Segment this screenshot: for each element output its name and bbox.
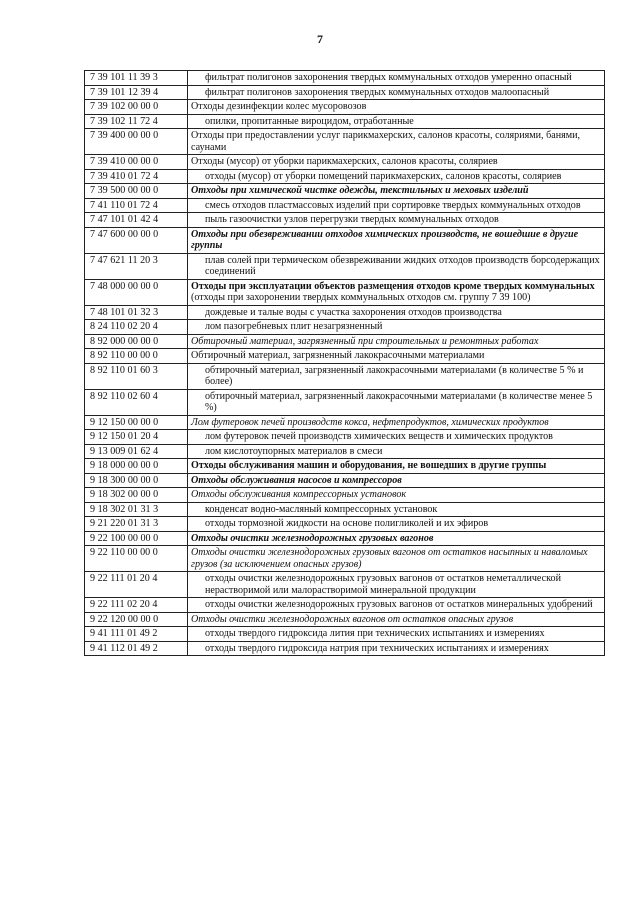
waste-description-cell (188, 334, 605, 349)
waste-description-text: Отходы очистки железнодорожных грузовых вагонов (191, 532, 434, 544)
waste-description-text: Отходы при предоставлении услуг парикмахерских, салонов красоты, соляриями, банями, саунами (191, 130, 581, 153)
waste-description-cell (188, 389, 605, 415)
table-row (85, 85, 605, 100)
waste-description-cell (188, 612, 605, 627)
table-row (85, 389, 605, 415)
waste-description-text: пыль газоочистки узлов перегрузки твердых коммунальных отходов (205, 214, 499, 225)
waste-code-cell: 9 41 111 01 49 2 (85, 627, 188, 642)
waste-description-text: отходы твердого гидроксида натрия при технических испытаниях и измерениях (205, 642, 549, 654)
waste-description-text: фильтрат полигонов захоронения твердых коммунальных отходов малоопасный (205, 86, 550, 98)
waste-description-cell (188, 305, 605, 320)
waste-code-cell: 7 41 110 01 72 4 (85, 198, 188, 213)
waste-description-text: Обтирочный материал, загрязненный лакокрасочными материалами (191, 350, 485, 361)
waste-description-cell (188, 184, 605, 199)
waste-code-cell: 9 18 302 00 00 0 (85, 488, 188, 503)
waste-description-text: плав солей при термическом обезвреживании жидких отходов производств борсодержащих соединений (205, 254, 600, 277)
waste-description-text: Отходы очистки железнодорожных грузовых вагонов от остатков насыпных и наваломых грузов (за исключением опасных грузов) (191, 547, 588, 570)
waste-code-cell: 7 47 621 11 20 3 (85, 253, 188, 279)
table-row (85, 169, 605, 184)
waste-code-cell: 9 13 009 01 62 4 (85, 444, 188, 459)
waste-description-lead: Отходы при эксплуатации объектов размещения отходов кроме твердых коммунальных (191, 280, 595, 292)
waste-code-cell: 7 48 101 01 32 3 (85, 305, 188, 320)
table-row (85, 253, 605, 279)
waste-description-text: опилки, пропитанные вироцидом, отработанные (205, 115, 414, 127)
waste-description-cell (188, 279, 605, 305)
waste-description-cell (188, 627, 605, 642)
waste-description-cell (188, 349, 605, 364)
waste-description-cell (188, 100, 605, 115)
waste-code-cell: 8 92 110 00 00 0 (85, 349, 188, 364)
waste-description-cell (188, 444, 605, 459)
waste-description-cell (188, 641, 605, 656)
waste-description-text: лом футеровок печей производств химических веществ и химических продуктов (205, 431, 553, 442)
waste-code-cell: 7 39 102 11 72 4 (85, 114, 188, 129)
page-number: 7 (317, 32, 323, 46)
table-row (85, 531, 605, 546)
waste-description-text: Отходы при обезвреживании отходов химических производств, не вошедшие в другие группы (191, 228, 579, 251)
table-row (85, 184, 605, 199)
waste-code-cell: 9 22 120 00 00 0 (85, 612, 188, 627)
waste-description-text (191, 281, 601, 304)
waste-description-text: конденсат водно-масляный компрессорных установок (205, 503, 438, 515)
waste-description-cell (188, 213, 605, 228)
waste-code-cell: 7 39 101 11 39 3 (85, 71, 188, 86)
waste-description-cell (188, 415, 605, 430)
waste-code-cell: 9 12 150 00 00 0 (85, 415, 188, 430)
waste-description-cell (188, 598, 605, 613)
waste-description-text: отходы тормозной жидкости на основе полигликолей и их эфиров (205, 518, 489, 529)
table-row (85, 334, 605, 349)
table-row (85, 320, 605, 335)
table-row (85, 502, 605, 517)
waste-code-cell: 9 18 300 00 00 0 (85, 473, 188, 488)
waste-description-cell (188, 198, 605, 213)
waste-description-cell (188, 459, 605, 474)
table-row (85, 641, 605, 656)
table-row (85, 114, 605, 129)
waste-description-text: Отходы обслуживания машин и оборудования, не вошедших в другие группы (191, 460, 547, 471)
waste-description-cell (188, 85, 605, 100)
table-row (85, 155, 605, 170)
waste-code-cell: 8 92 110 01 60 3 (85, 363, 188, 389)
waste-code-cell: 9 21 220 01 31 3 (85, 517, 188, 532)
waste-code-cell: 9 22 100 00 00 0 (85, 531, 188, 546)
waste-description-text: отходы очистки железнодорожных грузовых вагонов от остатков минеральных удобрений (205, 599, 593, 610)
waste-code-cell: 8 24 110 02 20 4 (85, 320, 188, 335)
waste-description-text: смесь отходов пластмассовых изделий при сортировке твердых коммунальных отходов (205, 199, 581, 211)
table-row (85, 198, 605, 213)
waste-code-cell: 7 47 600 00 00 0 (85, 227, 188, 253)
waste-description-text: Обтирочный материал, загрязненный при строительных и ремонтных работах (191, 335, 539, 347)
waste-description-text: обтирочный материал, загрязненный лакокрасочными материалами (в количестве менее 5 %) (205, 390, 593, 413)
waste-description-cell (188, 71, 605, 86)
table-row (85, 71, 605, 86)
waste-code-cell: 7 39 400 00 00 0 (85, 129, 188, 155)
waste-description-cell (188, 129, 605, 155)
waste-description-text: дождевые и талые воды с участка захоронения отходов производства (205, 306, 502, 318)
table-row (85, 598, 605, 613)
waste-description-text: лом кислотоупорных материалов в смеси (205, 445, 383, 457)
waste-description-cell (188, 430, 605, 445)
waste-code-cell: 9 18 000 00 00 0 (85, 459, 188, 474)
table-row (85, 100, 605, 115)
waste-code-cell: 9 22 111 02 20 4 (85, 598, 188, 613)
table-row (85, 546, 605, 572)
waste-code-cell: 7 39 410 01 72 4 (85, 169, 188, 184)
waste-description-cell (188, 169, 605, 184)
waste-code-cell: 9 41 112 01 49 2 (85, 641, 188, 656)
table-row (85, 430, 605, 445)
table-row (85, 305, 605, 320)
waste-description-text: лом пазогребневых плит незагрязненный (205, 321, 383, 332)
waste-description-cell (188, 320, 605, 335)
waste-code-cell: 7 39 102 00 00 0 (85, 100, 188, 115)
waste-description-text: Отходы при химической чистке одежды, текстильных и меховых изделий (191, 185, 529, 196)
waste-description-cell (188, 363, 605, 389)
table-row (85, 129, 605, 155)
waste-codes-table (84, 70, 605, 656)
waste-description-text: обтирочный материал, загрязненный лакокрасочными материалами (в количестве 5 % и более) (205, 364, 584, 387)
waste-description-text: Лом футеровок печей производств кокса, нефтепродуктов, химических продуктов (191, 416, 549, 428)
waste-code-cell: 9 22 110 00 00 0 (85, 546, 188, 572)
table-row (85, 363, 605, 389)
waste-description-cell (188, 502, 605, 517)
waste-description-tail: (отходы при захоронении твердых коммунальных отходов см. группу 7 39 100) (191, 292, 531, 303)
waste-description-cell (188, 473, 605, 488)
table-row (85, 612, 605, 627)
waste-description-cell (188, 517, 605, 532)
waste-code-cell: 8 92 110 02 60 4 (85, 389, 188, 415)
waste-description-cell (188, 488, 605, 503)
waste-description-text: фильтрат полигонов захоронения твердых коммунальных отходов умеренно опасный (205, 72, 572, 83)
table-row (85, 213, 605, 228)
table-row (85, 459, 605, 474)
table-row (85, 572, 605, 598)
table-row (85, 415, 605, 430)
waste-description-text: Отходы (мусор) от уборки парикмахерских, салонов красоты, соляриев (191, 156, 498, 167)
waste-code-cell: 9 12 150 01 20 4 (85, 430, 188, 445)
waste-code-cell: 7 48 000 00 00 0 (85, 279, 188, 305)
table-row (85, 627, 605, 642)
waste-description-text: Отходы обслуживания насосов и компрессоров (191, 474, 402, 486)
waste-description-cell (188, 253, 605, 279)
waste-code-cell: 8 92 000 00 00 0 (85, 334, 188, 349)
waste-description-text: Отходы очистки железнодорожных вагонов от остатков опасных грузов (191, 613, 514, 625)
waste-description-text: Отходы обслуживания компрессорных установок (191, 489, 407, 500)
waste-code-cell: 9 22 111 01 20 4 (85, 572, 188, 598)
waste-code-cell: 9 18 302 01 31 3 (85, 502, 188, 517)
waste-description-text: отходы очистки железнодорожных грузовых вагонов от остатков неметаллической нерастворимой или малорастворимой минеральной продукции (205, 573, 561, 596)
waste-code-cell: 7 39 410 00 00 0 (85, 155, 188, 170)
table-row (85, 227, 605, 253)
table-row (85, 517, 605, 532)
waste-description-cell (188, 155, 605, 170)
waste-description-cell (188, 546, 605, 572)
table-row (85, 488, 605, 503)
table-row (85, 473, 605, 488)
waste-description-cell (188, 531, 605, 546)
table-row (85, 444, 605, 459)
table-row (85, 349, 605, 364)
waste-description-text: Отходы дезинфекции колес мусоровозов (191, 101, 367, 112)
waste-code-cell: 7 47 101 01 42 4 (85, 213, 188, 228)
waste-description-cell (188, 572, 605, 598)
table-body (85, 71, 605, 656)
waste-description-cell (188, 227, 605, 253)
waste-code-cell: 7 39 101 12 39 4 (85, 85, 188, 100)
waste-code-cell: 7 39 500 00 00 0 (85, 184, 188, 199)
table-row (85, 279, 605, 305)
waste-description-text: отходы (мусор) от уборки помещений парикмахерских, салонов красоты, соляриев (205, 170, 562, 182)
waste-description-text: отходы твердого гидроксида лития при технических испытаниях и измерениях (205, 628, 545, 639)
waste-description-cell (188, 114, 605, 129)
